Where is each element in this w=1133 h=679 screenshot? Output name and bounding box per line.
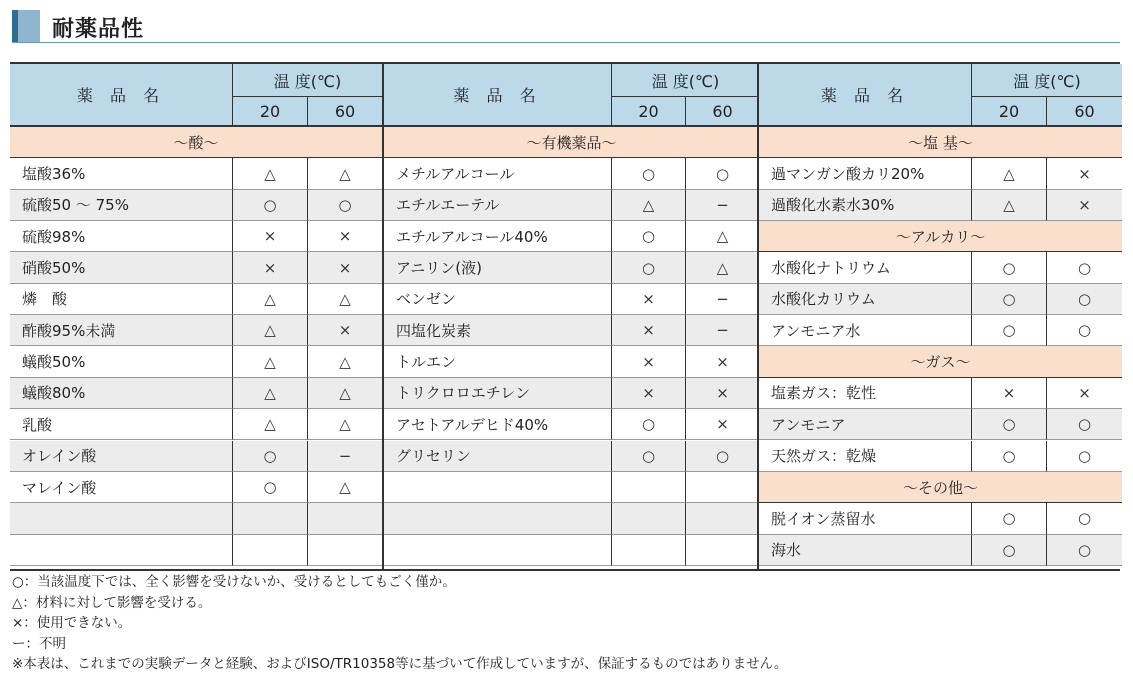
rating-20c	[612, 503, 686, 534]
rating-60c: ○	[1047, 535, 1122, 566]
rating-20c: ○	[972, 503, 1047, 534]
chemical-name: 燐 酸	[10, 284, 233, 315]
chemical-name: グリセリン	[384, 441, 612, 472]
chemical-name: トリクロロエチレン	[384, 378, 612, 409]
rating-60c: −	[686, 315, 759, 346]
note-line: △：材料に対して影響を受ける。	[12, 594, 212, 611]
section-title-bar	[12, 10, 1120, 46]
rating-60c: ○	[1047, 315, 1122, 346]
rating-20c: △	[972, 158, 1047, 189]
table-row	[759, 252, 1122, 283]
table-row	[384, 315, 759, 346]
rating-20c: ○	[972, 315, 1047, 346]
chemical-name: アニリン(液)	[384, 252, 612, 283]
rating-60c: −	[686, 284, 759, 315]
rating-20c	[233, 503, 308, 534]
rating-60c: ×	[686, 378, 759, 409]
chemical-name: マレイン酸	[10, 472, 233, 503]
rating-20c: ○	[233, 441, 308, 472]
chemical-name	[10, 503, 233, 534]
category-row	[759, 127, 1122, 158]
table-row	[10, 284, 382, 315]
header-temp-60: 60	[686, 97, 759, 127]
table-row	[10, 441, 382, 472]
table-row	[759, 535, 1122, 566]
table-panel-3	[757, 64, 1122, 569]
table-row	[384, 190, 759, 221]
rating-20c	[612, 472, 686, 503]
rating-60c: △	[308, 346, 382, 377]
table-panel-2	[382, 64, 759, 569]
table-row	[384, 441, 759, 472]
rating-20c: ○	[612, 441, 686, 472]
rating-20c: ○	[972, 252, 1047, 283]
rating-20c	[233, 535, 308, 566]
category-label: 〜塩 基〜	[759, 127, 1122, 158]
chemical-name: 乳酸	[10, 409, 233, 440]
category-row	[759, 472, 1122, 503]
rating-20c: ×	[972, 378, 1047, 409]
rating-20c: △	[612, 190, 686, 221]
chemical-name: 天然ガス：乾燥	[759, 441, 972, 472]
category-label: 〜その他〜	[759, 472, 1122, 503]
rating-20c: ×	[233, 221, 308, 252]
rating-20c: ○	[972, 535, 1047, 566]
chemical-name: アンモニア	[759, 409, 972, 440]
table-row	[10, 378, 382, 409]
table-row	[759, 284, 1122, 315]
table-row	[10, 158, 382, 189]
category-label: 〜酸〜	[10, 127, 382, 158]
chemical-name	[384, 503, 612, 534]
rating-60c: ×	[1047, 158, 1122, 189]
chemical-name: 硫酸98%	[10, 221, 233, 252]
chemical-name: アセトアルデヒド40%	[384, 409, 612, 440]
rating-60c	[686, 472, 759, 503]
rating-60c: △	[308, 409, 382, 440]
rating-60c: ×	[1047, 190, 1122, 221]
rating-20c: ×	[612, 378, 686, 409]
chemical-name: 塩素ガス：乾性	[759, 378, 972, 409]
table-row	[384, 221, 759, 252]
header-chemical-name: 薬 品 名	[384, 64, 612, 127]
rating-60c: ○	[308, 190, 382, 221]
header-chemical-name: 薬 品 名	[10, 64, 233, 127]
rating-60c: ○	[1047, 409, 1122, 440]
rating-20c: △	[233, 378, 308, 409]
chemical-name: 蟻酸80%	[10, 378, 233, 409]
title-accent-light	[18, 10, 40, 43]
chemical-resistance-table	[10, 62, 1120, 571]
chemical-name: 過マンガン酸カリ20%	[759, 158, 972, 189]
header-temp-60: 60	[308, 97, 382, 127]
rating-20c: ○	[972, 284, 1047, 315]
rating-20c: ○	[612, 221, 686, 252]
table-row	[759, 441, 1122, 472]
chemical-name: 海水	[759, 535, 972, 566]
rating-60c: ×	[686, 346, 759, 377]
rating-60c: ×	[308, 315, 382, 346]
rating-60c: ○	[1047, 284, 1122, 315]
category-row	[10, 127, 382, 158]
header-temperature: 温 度(℃)	[972, 64, 1122, 97]
rating-60c	[308, 503, 382, 534]
rating-20c: ○	[233, 190, 308, 221]
table-row	[759, 158, 1122, 189]
table-row	[384, 378, 759, 409]
rating-20c: △	[233, 315, 308, 346]
table-row	[10, 190, 382, 221]
table-row	[10, 503, 382, 534]
header-temp-20: 20	[972, 97, 1047, 127]
chemical-name: 脱イオン蒸留水	[759, 503, 972, 534]
header-temperature: 温 度(℃)	[233, 64, 382, 97]
header-temperature: 温 度(℃)	[612, 64, 759, 97]
category-row	[759, 221, 1122, 252]
chemical-name: メチルアルコール	[384, 158, 612, 189]
note-line: ○：当該温度下では、全く影響を受けないか、受けるとしてもごく僅か。	[12, 574, 456, 590]
page-title: 耐薬品性	[52, 17, 145, 42]
rating-60c	[308, 535, 382, 566]
rating-20c: △	[233, 346, 308, 377]
rating-60c: ○	[1047, 441, 1122, 472]
rating-60c: ×	[308, 252, 382, 283]
rating-20c: ○	[612, 409, 686, 440]
table-row	[759, 378, 1122, 409]
rating-60c: −	[686, 190, 759, 221]
note-line: ×：使用できない。	[12, 615, 132, 631]
category-label: 〜アルカリ〜	[759, 221, 1122, 252]
header-temp-20: 20	[612, 97, 686, 127]
rating-20c: ○	[972, 441, 1047, 472]
table-row	[10, 535, 382, 566]
table-row	[759, 190, 1122, 221]
table-row	[384, 472, 759, 503]
chemical-name: ベンゼン	[384, 284, 612, 315]
table-row	[384, 158, 759, 189]
chemical-name: 過酸化水素水30%	[759, 190, 972, 221]
note-line: ※本表は、これまでの実験データと経験、およびISO/TR10358等に基づいて作成していますが、保証するものではありません。	[12, 656, 788, 672]
table-row	[10, 315, 382, 346]
rating-20c	[612, 535, 686, 566]
table-row	[759, 503, 1122, 534]
rating-60c: △	[308, 378, 382, 409]
category-label: 〜ガス〜	[759, 346, 1122, 377]
table-panel-1	[10, 64, 382, 569]
legend-notes	[12, 572, 787, 675]
table-row	[10, 409, 382, 440]
table-row	[384, 409, 759, 440]
chemical-name	[384, 535, 612, 566]
chemical-name: 蟻酸50%	[10, 346, 233, 377]
chemical-name	[384, 472, 612, 503]
chemical-name: 硫酸50 〜 75%	[10, 190, 233, 221]
chemical-name: エチルアルコール40%	[384, 221, 612, 252]
rating-60c: △	[308, 158, 382, 189]
rating-20c: ×	[612, 346, 686, 377]
title-underline	[12, 42, 1120, 43]
table-row	[384, 346, 759, 377]
chemical-name: 水酸化カリウム	[759, 284, 972, 315]
header-chemical-name: 薬 品 名	[759, 64, 972, 127]
rating-20c: ×	[612, 315, 686, 346]
rating-60c: ○	[686, 441, 759, 472]
chemical-name: オレイン酸	[10, 441, 233, 472]
rating-20c: ○	[972, 409, 1047, 440]
table-row	[759, 315, 1122, 346]
category-row	[384, 127, 759, 158]
header-temp-60: 60	[1047, 97, 1122, 127]
note-line: ー：不明	[12, 635, 66, 652]
chemical-name: 酢酸95%未満	[10, 315, 233, 346]
table-row	[384, 252, 759, 283]
rating-20c: △	[233, 284, 308, 315]
chemical-name: 水酸化ナトリウム	[759, 252, 972, 283]
table-row	[384, 535, 759, 566]
rating-60c: ○	[1047, 503, 1122, 534]
table-row	[10, 221, 382, 252]
rating-60c: −	[308, 441, 382, 472]
rating-60c	[686, 535, 759, 566]
chemical-name: 塩酸36%	[10, 158, 233, 189]
chemical-name: 四塩化炭素	[384, 315, 612, 346]
table-row	[10, 252, 382, 283]
rating-20c: ×	[233, 252, 308, 283]
rating-60c: ○	[686, 158, 759, 189]
rating-20c: △	[972, 190, 1047, 221]
table-row	[10, 472, 382, 503]
rating-20c: ○	[233, 472, 308, 503]
rating-60c	[686, 503, 759, 534]
header-temp-20: 20	[233, 97, 308, 127]
chemical-name: エチルエーテル	[384, 190, 612, 221]
category-row	[759, 346, 1122, 377]
chemical-name: アンモニア水	[759, 315, 972, 346]
chemical-name: トルエン	[384, 346, 612, 377]
rating-60c: ○	[1047, 252, 1122, 283]
table-row	[10, 346, 382, 377]
rating-60c: ×	[686, 409, 759, 440]
category-label: 〜有機薬品〜	[384, 127, 759, 158]
rating-20c: △	[233, 409, 308, 440]
rating-60c: △	[686, 252, 759, 283]
rating-20c: ○	[612, 158, 686, 189]
rating-20c: ×	[612, 284, 686, 315]
chemical-name	[10, 535, 233, 566]
chemical-name: 硝酸50%	[10, 252, 233, 283]
rating-60c: △	[308, 472, 382, 503]
rating-60c: △	[686, 221, 759, 252]
rating-60c: ×	[1047, 378, 1122, 409]
rating-20c: △	[233, 158, 308, 189]
rating-60c: ×	[308, 221, 382, 252]
table-row	[384, 284, 759, 315]
rating-20c: ○	[612, 252, 686, 283]
table-row	[759, 409, 1122, 440]
rating-60c: △	[308, 284, 382, 315]
table-row	[384, 503, 759, 534]
